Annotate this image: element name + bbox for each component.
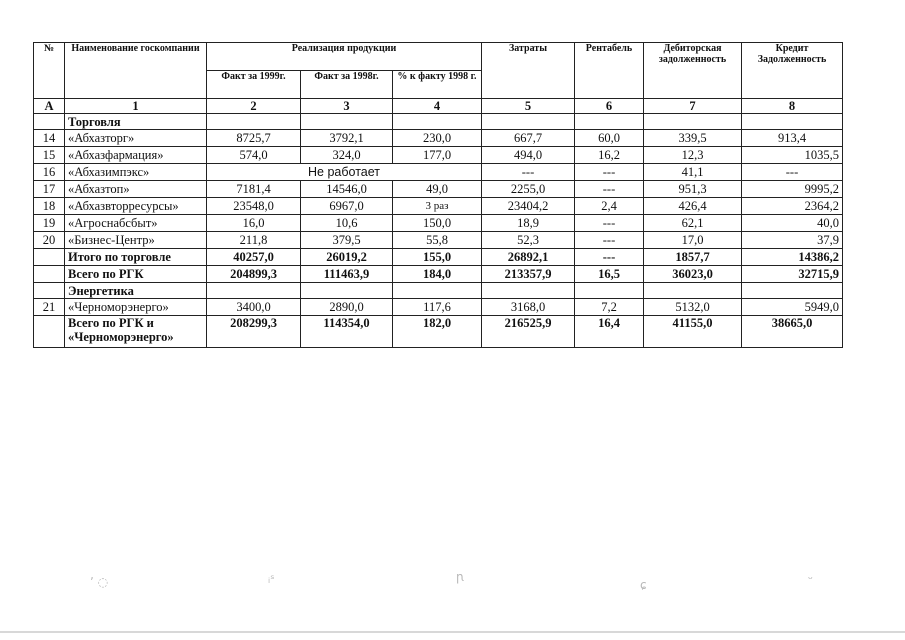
fact-1999: 23548,0 — [207, 198, 301, 215]
empty-cell — [644, 283, 742, 299]
credit: 37,9 — [742, 232, 843, 249]
profitability: 16,4 — [575, 316, 644, 348]
row-number: 15 — [34, 147, 65, 164]
receivables: 17,0 — [644, 232, 742, 249]
empty-cell — [393, 283, 482, 299]
table-row — [34, 147, 843, 164]
colnum-8: 8 — [742, 99, 843, 114]
fact-1998: 10,6 — [301, 215, 393, 232]
receivables: 12,3 — [644, 147, 742, 164]
profitability: --- — [575, 215, 644, 232]
costs: 216525,9 — [482, 316, 575, 348]
total-label: Всего по РГК и «Черноморэнерго» — [65, 316, 207, 348]
empty-cell — [482, 114, 575, 130]
section-row-trade — [34, 114, 843, 130]
fact-1999: 8725,7 — [207, 130, 301, 147]
colnum-5: 5 — [482, 99, 575, 114]
empty-cell — [575, 114, 644, 130]
total-label: Итого по торговле — [65, 249, 207, 266]
receivables: 41155,0 — [644, 316, 742, 348]
fact-1999: 40257,0 — [207, 249, 301, 266]
costs: 3168,0 — [482, 299, 575, 316]
company-name: «Бизнес-Центр» — [65, 232, 207, 249]
fact-1998: 26019,2 — [301, 249, 393, 266]
empty-cell — [742, 283, 843, 299]
empty-cell — [207, 114, 301, 130]
credit: 40,0 — [742, 215, 843, 232]
percent-1998: 49,0 — [393, 181, 482, 198]
profitability: 16,2 — [575, 147, 644, 164]
header-percent-1998: % к факту 1998 г. — [393, 71, 482, 99]
not-working-note: Не работает — [207, 164, 482, 181]
header-credit: Кредит Задолженность — [742, 43, 843, 99]
profitability: 7,2 — [575, 299, 644, 316]
row-number: 18 — [34, 198, 65, 215]
company-name: «Абхазимпэкс» — [65, 164, 207, 181]
company-name: «Агроснабсбыт» — [65, 215, 207, 232]
empty-cell — [393, 114, 482, 130]
credit: 32715,9 — [742, 266, 843, 283]
empty-cell — [207, 283, 301, 299]
empty-cell — [34, 283, 65, 299]
credit: 9995,2 — [742, 181, 843, 198]
scan-mark: ʼ ◌ — [90, 575, 109, 589]
fact-1998: 3792,1 — [301, 130, 393, 147]
colnum-6: 6 — [575, 99, 644, 114]
scan-mark: ᵢˢ — [268, 572, 275, 586]
company-name: «Абхазфармация» — [65, 147, 207, 164]
fact-1998: 6967,0 — [301, 198, 393, 215]
credit: 2364,2 — [742, 198, 843, 215]
receivables: 1857,7 — [644, 249, 742, 266]
table-row — [34, 232, 843, 249]
row-number: 19 — [34, 215, 65, 232]
scan-mark: ɕ — [640, 578, 647, 592]
percent-1998: 184,0 — [393, 266, 482, 283]
header-row-1 — [34, 43, 843, 71]
profitability: --- — [575, 232, 644, 249]
credit: 1035,5 — [742, 147, 843, 164]
total-all-row — [34, 316, 843, 348]
credit: 913,4 — [742, 130, 843, 147]
colnum-2: 2 — [207, 99, 301, 114]
header-profitability: Рентабель — [575, 43, 644, 99]
colnum-7: 7 — [644, 99, 742, 114]
empty-cell — [301, 114, 393, 130]
credit: --- — [742, 164, 843, 181]
profitability: 60,0 — [575, 130, 644, 147]
percent-1998: 155,0 — [393, 249, 482, 266]
company-name: «Черноморэнерго» — [65, 299, 207, 316]
fact-1998: 379,5 — [301, 232, 393, 249]
section-title-energy: Энергетика — [65, 283, 207, 299]
costs: 667,7 — [482, 130, 575, 147]
costs: 52,3 — [482, 232, 575, 249]
header-receivables: Дебиторская задолженность — [644, 43, 742, 99]
receivables: 5132,0 — [644, 299, 742, 316]
fact-1998: 114354,0 — [301, 316, 393, 348]
percent-1998: 150,0 — [393, 215, 482, 232]
percent-1998: 182,0 — [393, 316, 482, 348]
colnum-3: 3 — [301, 99, 393, 114]
credit: 5949,0 — [742, 299, 843, 316]
fact-1998: 324,0 — [301, 147, 393, 164]
profitability: --- — [575, 164, 644, 181]
scan-mark: ᵕ — [808, 572, 813, 586]
costs: 494,0 — [482, 147, 575, 164]
costs: 23404,2 — [482, 198, 575, 215]
header-name: Наименование госкомпании — [65, 43, 207, 99]
row-number: 14 — [34, 130, 65, 147]
empty-cell — [34, 114, 65, 130]
company-name: «Абхазтоп» — [65, 181, 207, 198]
fact-1999: 211,8 — [207, 232, 301, 249]
costs: --- — [482, 164, 575, 181]
table-row — [34, 130, 843, 147]
percent-1998: 177,0 — [393, 147, 482, 164]
costs: 213357,9 — [482, 266, 575, 283]
credit: 38665,0 — [742, 316, 843, 348]
credit: 14386,2 — [742, 249, 843, 266]
profitability: --- — [575, 249, 644, 266]
receivables: 36023,0 — [644, 266, 742, 283]
empty-cell — [34, 316, 65, 348]
company-name: «Абхазторг» — [65, 130, 207, 147]
header-fact-1998: Факт за 1998г. — [301, 71, 393, 99]
header-num: № — [34, 43, 65, 99]
page-bottom-edge — [0, 631, 905, 633]
empty-cell — [742, 114, 843, 130]
fact-1999: 7181,4 — [207, 181, 301, 198]
costs: 2255,0 — [482, 181, 575, 198]
fact-1999: 208299,3 — [207, 316, 301, 348]
table-row — [34, 181, 843, 198]
empty-cell — [482, 283, 575, 299]
fact-1999: 3400,0 — [207, 299, 301, 316]
profitability: 2,4 — [575, 198, 644, 215]
profitability: --- — [575, 181, 644, 198]
profitability: 16,5 — [575, 266, 644, 283]
total-label: Всего по РГК — [65, 266, 207, 283]
empty-cell — [34, 266, 65, 283]
table-row — [34, 198, 843, 215]
receivables: 41,1 — [644, 164, 742, 181]
scan-mark: ꞃ — [456, 570, 464, 584]
colnum-a: А — [34, 99, 65, 114]
fact-1999: 574,0 — [207, 147, 301, 164]
companies-table — [33, 42, 843, 348]
table-row — [34, 164, 843, 181]
colnum-1: 1 — [65, 99, 207, 114]
receivables: 426,4 — [644, 198, 742, 215]
header-fact-1999: Факт за 1999г. — [207, 71, 301, 99]
receivables: 339,5 — [644, 130, 742, 147]
table-row — [34, 299, 843, 316]
table-row — [34, 215, 843, 232]
colnum-4: 4 — [393, 99, 482, 114]
costs: 18,9 — [482, 215, 575, 232]
empty-cell — [34, 249, 65, 266]
empty-cell — [301, 283, 393, 299]
row-number: 16 — [34, 164, 65, 181]
column-numbers-row — [34, 99, 843, 114]
fact-1998: 14546,0 — [301, 181, 393, 198]
total-rgk-row — [34, 266, 843, 283]
percent-1998: 230,0 — [393, 130, 482, 147]
total-trade-row — [34, 249, 843, 266]
header-costs: Затраты — [482, 43, 575, 99]
receivables: 951,3 — [644, 181, 742, 198]
fact-1999: 204899,3 — [207, 266, 301, 283]
empty-cell — [644, 114, 742, 130]
percent-1998: 117,6 — [393, 299, 482, 316]
row-number: 17 — [34, 181, 65, 198]
report-sheet — [33, 42, 843, 348]
empty-cell — [575, 283, 644, 299]
fact-1998: 111463,9 — [301, 266, 393, 283]
row-number: 20 — [34, 232, 65, 249]
section-row-energy — [34, 283, 843, 299]
fact-1998: 2890,0 — [301, 299, 393, 316]
company-name: «Абхазвторресурсы» — [65, 198, 207, 215]
header-sales: Реализация продукции — [207, 43, 482, 71]
percent-1998: 3 раз — [393, 198, 482, 215]
percent-1998: 55,8 — [393, 232, 482, 249]
section-title-trade: Торговля — [65, 114, 207, 130]
receivables: 62,1 — [644, 215, 742, 232]
costs: 26892,1 — [482, 249, 575, 266]
row-number: 21 — [34, 299, 65, 316]
fact-1999: 16,0 — [207, 215, 301, 232]
